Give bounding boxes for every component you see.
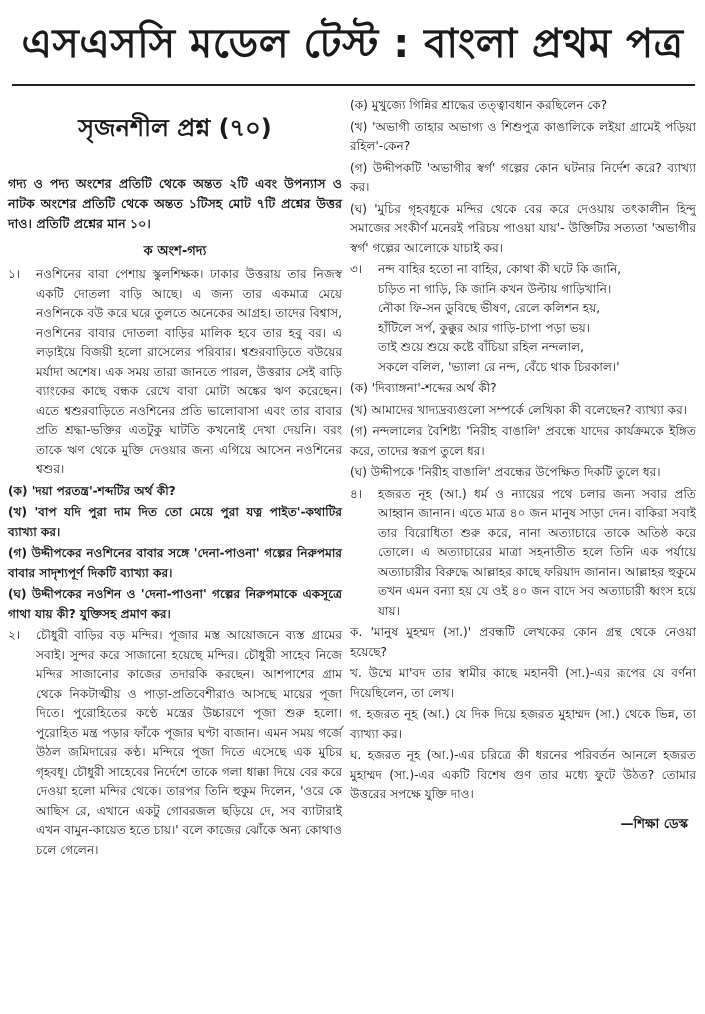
poem-line: চড়িত না গাড়ি, কি জানি কখন উল্টায় গাড়িখানি। xyxy=(378,281,612,296)
poem-line: তাই শুয়ে শুয়ে কষ্টে বাঁচিয়া রহিল নন্দলাল, xyxy=(378,340,584,354)
question-poem xyxy=(378,260,696,377)
left-column xyxy=(8,96,342,860)
question-passage: চৌধুরী বাড়ির বড় মন্দির। পূজার মস্ত আয়োজনে ব্যস্ত গ্রামের সবাই। সুন্দর করে সাজানো হয়েছে মন্দির। চৌধুরী সাহেব নিজে মন্দির সাজানোর কাজের তদারকি করছেন। আশপাশের গ্রাম থেকে নিকটাত্মীয় ও পাড়া-প্রতিবেশীরাও আসছে মায়ের পূজা দিতে। পুরোহিতের কণ্ঠে মন্ত্রের উচ্চারণে পূজা শুরু হলো। পুরোহিত মন্ত্র পড়ার ফাঁকে পূজার ঘণ্টা বাজান। এমন সময় গর্জে উঠল জমিদারের কণ্ঠ। মন্দিরে পূজা দিতে এসেছে এক মুচির গৃহবধূ। চৌধুরী সাহেবের নির্দেশে তাকে গলা ধাক্কা দিয়ে বের করে দেওয়া হলো মন্দির থেকে। তারপর তিনি হুকুম দিলেন, 'ওরে কে আছিস রে, এখানে একটু গোবরজল ছড়িয়ে দে, সব ব্যাটারাই এখন বামুন-কায়েত হতে চায়।' বলে কাজের ঝোঁকে অন্য কোথাও চলে গেলেন। xyxy=(36,628,342,857)
question-4-part-b: খ. উম্মে মা'বদ তার স্বামীর কাছে মহানবী (সা.)-এর রূপের যে বর্ণনা দিয়েছিলেন, তা লেখ। xyxy=(350,666,696,700)
question-3 xyxy=(350,260,696,377)
poem-line: হাঁটিলে সর্প, কুক্কুর আর গাড়ি-চাপা পড়া ভয়। xyxy=(378,320,591,335)
question-3-part-c: (গ) নন্দলালের বৈশিষ্ট্য 'নিরীহ বাঙালি' প্রবন্ধে যাদের কার্যক্রমকে ইঙ্গিত করে, তাদের স্বরূপ তুলে ধর। xyxy=(350,424,696,458)
question-number: ৩। xyxy=(350,262,363,276)
question-2-part-a: (ক) মুখুজ্যে গিন্নির শ্রাদ্ধের তত্ত্বাবধান করছিলেন কে? xyxy=(350,98,608,112)
question-2-part-d: (ঘ) 'মুচির গৃহবধূকে মন্দির থেকে বের করে দেওয়ায় তৎকালীন হিন্দু সমাজের সংকীর্ণ মনেরই পরিচয় পাওয়া যায়'- উক্তিটির সত্যতা 'অভাগীর স্বর্গ' গল্পের আলোকে যাচাই কর। xyxy=(350,201,696,255)
creative-questions-heading: সৃজনশীল প্রশ্ন (৭০) xyxy=(78,114,272,142)
question-number: ১। xyxy=(8,267,21,281)
title-divider xyxy=(12,84,695,86)
poem-line: নৌকা ফি-সন ডুবিছে ভীষণ, রেলে কলিশন হয়, xyxy=(378,301,601,315)
question-3-part-b: (খ) আমাদের খাদ্যদ্রব্যগুলো সম্পর্কে লেখিকা কী বলেছেন? ব্যাখ্যা কর। xyxy=(350,402,688,417)
question-1-part-d: (ঘ) উদ্দীপকের নওশিন ও 'দেনা-পাওনা' গল্পের নিরুপমাকে একসূত্রে গাথা যায় কী? যুক্তিসহ প্রমাণ কর। xyxy=(8,587,342,621)
question-1-part-a: (ক) 'দয়া পরতন্ত্র'-শব্দটির অর্থ কী? xyxy=(8,483,176,498)
poem-line: সকলে বলিল, 'ভ্যালা রে নন্দ, বেঁচে থাক চিরকাল।' xyxy=(378,359,620,374)
question-2-part-c: (গ) উদ্দীপকটি 'অভাগীর স্বর্গ' গল্পের কোন ঘটনার নির্দেশ করে? ব্যাখ্যা কর। xyxy=(350,160,696,194)
instructions: গদ্য ও পদ্য অংশের প্রতিটি থেকে অন্তত ২টি এবং উপন্যাস ও নাটক অংশের প্রতিটি থেকে অন্তত ১টিসহ মোট ৭টি প্রশ্নের উত্তর দাও। প্রতিটি প্রশ্নের মান ১০। xyxy=(8,176,342,231)
right-column xyxy=(350,94,696,836)
question-number: ২। xyxy=(8,628,21,642)
question-3-part-d: (ঘ) উদ্দীপকে 'নিরীহ বাঙালি' প্রবন্ধের উপেক্ষিত দিকটি তুলে ধর। xyxy=(350,465,661,479)
question-1 xyxy=(8,265,342,480)
page-title: এসএসসি মডেল টেস্ট : বাংলা প্রথম পত্র xyxy=(21,21,684,67)
question-passage: হজরত নূহ (আ.) ধর্ম ও ন্যায়ের পথে চলার জন্য সবার প্রতি আহ্বান জানান। এতে মাত্র ৪০ জন মানুষ সাড়া দেন। বাকিরা সবাই তার বিরোধিতা শুরু করে, নানা অত্যাচারে তাকে অতিষ্ঠ করে তোলে। এ অত্যাচারের মাত্রা সহনাতীত হলে তিনি এক পর্যায়ে অত্যাচারীর বিরুদ্ধে আল্লাহর কাছে ফরিয়াদ জানান। আল্লাহর হুকুমে তখন এমন বন্যা হয় যে ওই ৪০ জন বাদে সব অত্যাচারী ধ্বংস হয়ে যায়। xyxy=(378,486,696,618)
question-4-part-d: ঘ. হজরত নূহ (আ.)-এর চরিত্রে কী ধরনের পরিবর্তন আনলে হজরত মুহাম্মদ (সা.)-এর একটি বিশেষ গুণ তার মধ্যে ফুটে উঠত? তোমার উত্তরের সপক্ষে যুক্তি দাও। xyxy=(350,748,696,801)
question-number: ৪। xyxy=(350,486,363,501)
question-3-part-a: (ক) 'দিব্যাঙ্গনা'-শব্দের অর্থ কী? xyxy=(350,381,497,395)
question-2-part-b: (খ) 'অভাগী তাহার অভাগ্য ও শিশুপুত্র কাঙালিকে লইয়া গ্রামেই পড়িয়া রহিল'-কেন? xyxy=(350,119,696,153)
question-1-part-b: (খ) 'বাপ যদি পুরা দাম দিত তো মেয়ে পুরা যত্ন পাইত'-কথাটির ব্যাখ্যা কর। xyxy=(8,505,342,539)
section-heading: ক অংশ-গদ্য xyxy=(143,244,207,259)
question-2 xyxy=(8,626,342,860)
question-1-part-c: (গ) উদ্দীপকের নওশিনের বাবার সঙ্গে 'দেনা-পাওনা' গল্পের নিরুপমার বাবার সাদৃশ্যপূর্ণ দিকটি ব্যাখ্যা কর। xyxy=(8,546,342,580)
question-4-part-c: গ. হজরত নূহ (আ.) যে দিক দিয়ে হজরত মুহাম্মদ (সা.) থেকে ভিন্ন, তা ব্যাখ্যা কর। xyxy=(350,707,696,741)
question-4 xyxy=(350,485,696,622)
question-4-part-a: ক. 'মানুষ মুহম্মদ (সা.)' প্রবন্ধটি লেখকের কোন গ্রন্থ থেকে নেওয়া হয়েছে? xyxy=(350,625,696,659)
author-credit: —শিক্ষা ডেস্ক xyxy=(620,816,688,832)
question-passage: নওশিনের বাবা পেশায় স্কুলশিক্ষক। ঢাকার উত্তরায় তার নিজস্ব একটি দোতলা বাড়ি আছে। এ জন্য তার একমাত্র মেয়ে নওশিনকে বউ করে ঘরে তুলতে অনেকের আগ্রহ। তাদের বিশ্বাস, নওশিনের বাবার দোতলা বাড়ির মালিক হবে তার হবু বর। এ লড়াইয়ে বিজয়ী হলো রাসেলের পরিবার। শ্বশুরবাড়িতে বউয়ের মর্যাদা অশেষ। এক সময় তারা জানতে পারল, উত্তরার সেই বাড়ি ব্যাংকের কাছে বন্ধক রেখে বাবা মোটা অঙ্কের ঋণ করেছেন। এতে শ্বশুরবাড়িতে নওশিনের প্রতি ভালোবাসা এবং তার বাবার প্রতি শ্রদ্ধা-ভক্তির এতটুকু ঘাটতি কখনোই দেখা দেয়নি। বরং তাকে ঋণ থেকে মুক্তি দেওয়ার জন্য এগিয়ে আসেন নওশিনের শ্বশুর। xyxy=(36,267,342,476)
poem-line: নন্দ বাহির হতো না বাহির, কোথা কী ঘটে কি জানি, xyxy=(378,262,622,276)
